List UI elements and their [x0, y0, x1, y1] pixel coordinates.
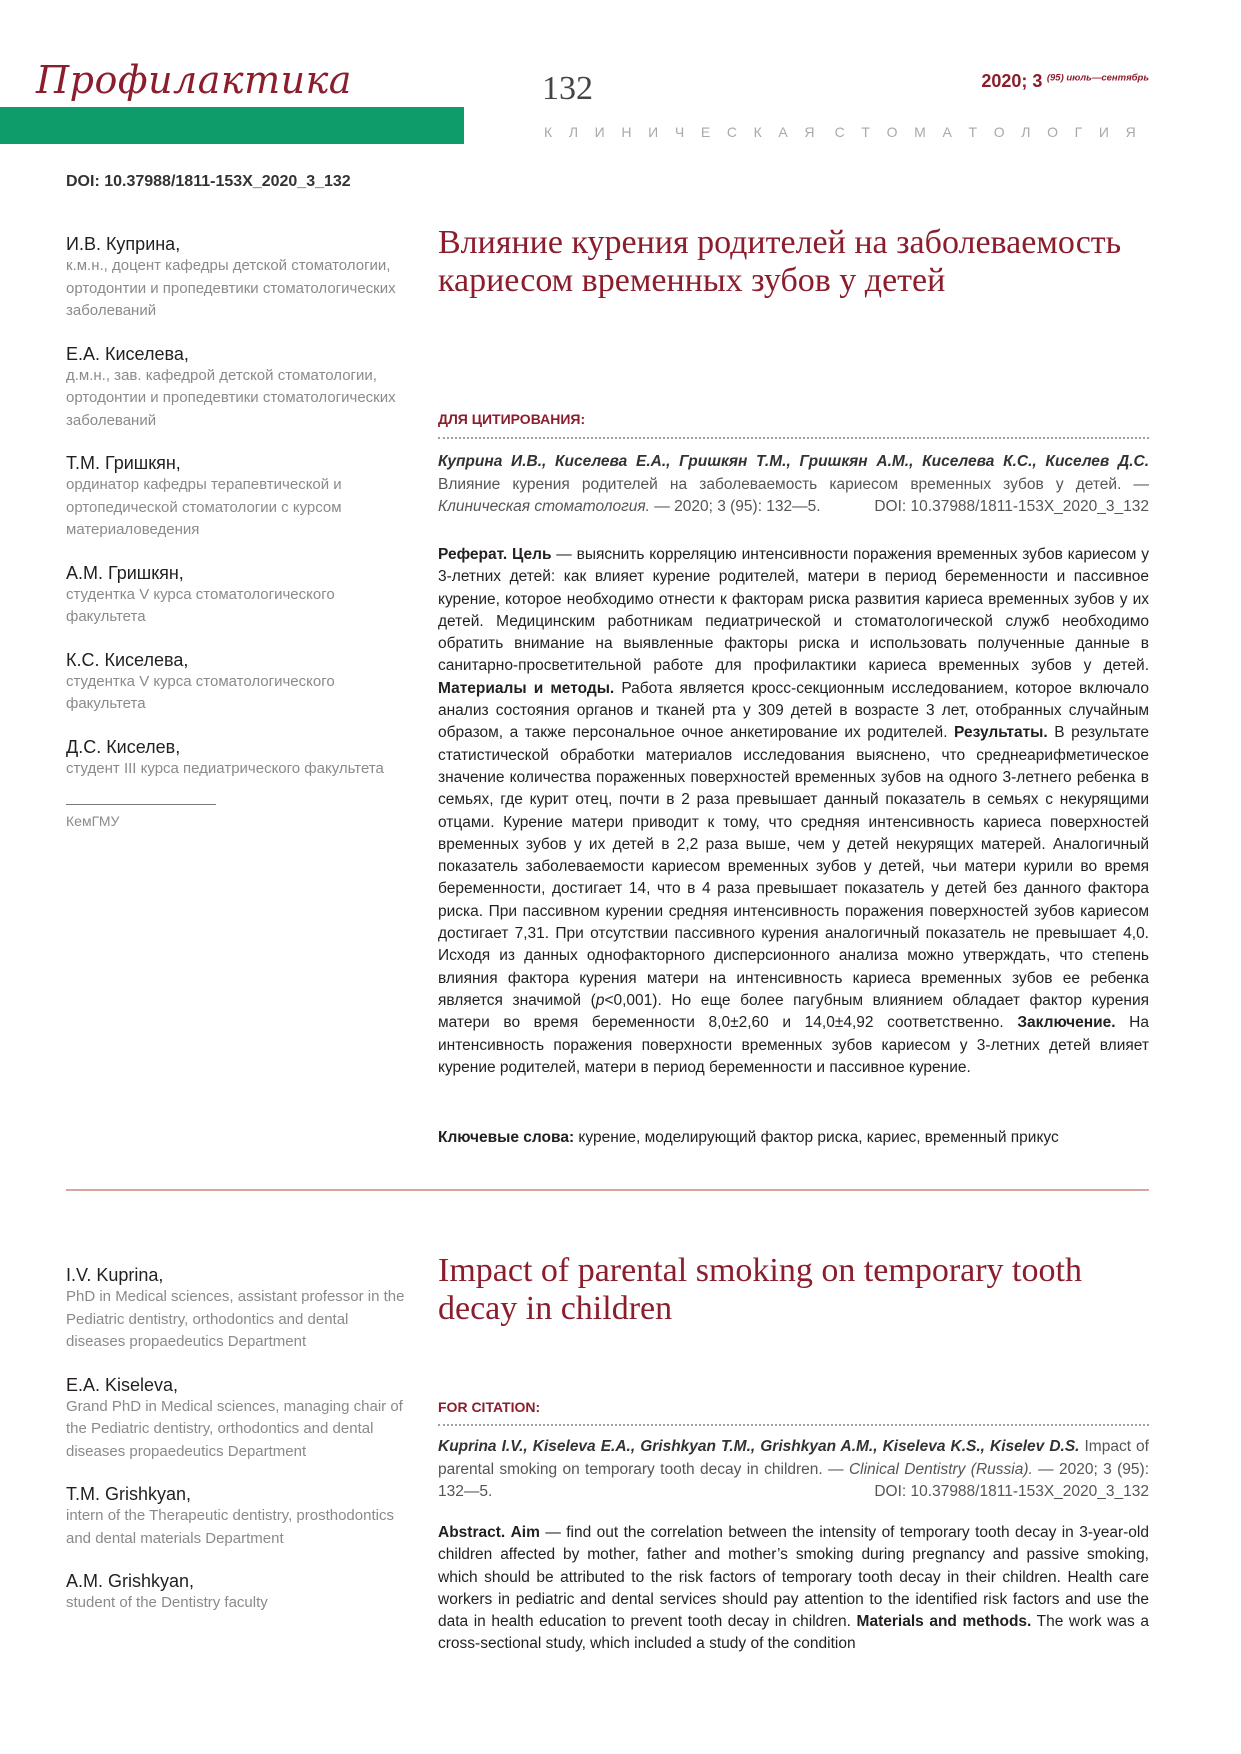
language-divider [66, 1189, 1149, 1191]
citation-doi: DOI: 10.37988/1811-153X_2020_3_132 [874, 1483, 1149, 1500]
issue-info [981, 71, 1149, 92]
keywords-text: курение, моделирующий фактор риска, кариес, временный прикус [574, 1129, 1059, 1146]
journal-name [544, 124, 1149, 140]
journal-letter: О [993, 124, 1018, 140]
journal-letter: О [1047, 124, 1072, 140]
journal-letter: Л [1021, 124, 1044, 140]
results-text-cont: <0,001). Но еще более пагубным влиянием обладает фактор курения матери во время беременности 8,0±2,60 и 14,0±4,92 соответственно. [438, 991, 1149, 1032]
authors-en [66, 1264, 411, 1635]
citation-title: Влияние курения родителей на заболеваемость кариесом временных зубов у детей. — [438, 475, 1149, 493]
article-title-en: Impact of parental smoking on temporary tooth decay in children [438, 1252, 1082, 1327]
journal-letter: К [544, 124, 566, 140]
author-name: Т.М. Гришкян, [66, 453, 181, 473]
methods-text: Работа является кросс-секционным исследованием, которое включало анализ состояния органов и тканей рта у 309 детей в возрасте 3 лет, отобранных случайным образом, а также персональное очное анкетирование их родителей. [438, 679, 1149, 742]
author-affiliation: студент III курса педиатрического факультета [66, 759, 384, 777]
citation-label-ru: ДЛЯ ЦИТИРОВАНИЯ: [438, 411, 586, 427]
author-name: T.M. Grishkyan, [66, 1484, 192, 1504]
journal-letter: И [1098, 124, 1123, 140]
p-symbol: p [595, 991, 605, 1009]
keywords-label: Ключевые слова: [438, 1129, 575, 1146]
aim-text: — выяснить корреляцию интенсивности поражения временных зубов кариесом у 3-летних детей: как влияет курение родителей, матери в период беременности и пассивное курение, которое необходимо отнести к факторам риска развития кариеса временных зубов у их детей. Медицинским работникам педиатрической и стоматологической служб необходимо обратить внимание на выявленные факторы риска и использовать полученные данные в санитарно-просветительной работе для профилактики кариеса временных зубов у детей. [438, 546, 1149, 675]
author-name: I.V. Kuprina, [66, 1265, 164, 1285]
author-name: А.М. Гришкян, [66, 562, 184, 583]
author-name: A.M. Grishkyan, [66, 1571, 195, 1591]
author-name: Д.С. Киселев, [66, 736, 181, 757]
journal-letter: С [726, 124, 751, 140]
citation-label-en: FOR CITATION: [438, 1399, 541, 1415]
journal-letter: О [886, 124, 911, 140]
journal-letter: М [914, 124, 940, 140]
methods-text: The work was a cross-sectional study, which included a study of the condition [438, 1613, 1149, 1653]
authors-ru [66, 233, 411, 829]
citation-ru [438, 451, 1149, 519]
citation-authors: Куприна И.В., Киселева Е.А., Гришкян Т.М., Гришкян А.М., Киселева К.С., Киселев Д.С. [438, 453, 1149, 470]
citation-issue: — 2020; 3 (95): 132—5. [438, 1460, 1150, 1500]
journal-letter: Н [621, 124, 645, 140]
author [66, 452, 411, 542]
author-name: И.В. Куприна, [66, 234, 181, 254]
abstract-label: Реферат. [438, 546, 508, 563]
journal-letter: Л [568, 124, 592, 140]
journal-letter: Т [968, 124, 991, 140]
journal-letter: Е [700, 124, 724, 140]
conclusion-label: Заключение. [1017, 1014, 1116, 1032]
journal-letter: Г [1074, 124, 1096, 140]
article-title-ru: Влияние курения родителей на заболеваемость кариесом временных зубов у детей [438, 224, 1122, 299]
author [66, 233, 411, 323]
author [66, 1570, 411, 1615]
author [66, 1483, 411, 1550]
author-name: К.С. Киселева, [66, 649, 189, 670]
author-affiliation: PhD in Medical sciences, assistant professor in the Pediatric dentistry, orthodontics and dental diseases propaedeutics Department [66, 1288, 405, 1350]
results-label: Результаты. [954, 724, 1048, 742]
aim-label: Цель [511, 546, 552, 563]
abstract-ru [438, 544, 1149, 1079]
author-affiliation: Grand PhD in Medical sciences, managing chair of the Pediatric dentistry, orthodontics and dental diseases propaedeutics Department [66, 1397, 403, 1460]
dotted-separator [438, 1424, 1149, 1426]
institution: КемГМУ [66, 813, 120, 829]
keywords [438, 1129, 1149, 1147]
issue-year-number: 2020; 3 [981, 71, 1043, 91]
journal-letter: И [648, 124, 672, 140]
citation-en [438, 1436, 1149, 1504]
journal-letter: А [778, 124, 801, 140]
journal-letter: И [594, 124, 618, 140]
methods-label: Материалы и методы. [438, 679, 615, 697]
methods-label: Materials and methods. [856, 1613, 1032, 1631]
author [66, 562, 411, 629]
author-name: E.A. Kiseleva, [66, 1374, 179, 1395]
journal-letter: Т [861, 124, 884, 140]
author [66, 1374, 411, 1464]
journal-letter: К [753, 124, 775, 140]
citation-issue: — 2020; 3 (95): 132—5. [654, 498, 821, 515]
journal-letter: Ч [674, 124, 698, 140]
section-color-bar [0, 107, 464, 144]
journal-letter: Я [804, 124, 828, 140]
affiliation-rule [66, 804, 216, 805]
results-text: В результате статистической обработки материалов исследования выяснено, что среднеарифметическое значение количества пораженных поверхностей временных зубов на одного 3-летнего ребенка в семьях, где курит отец, почти в 2 раза превышает данный показатель в семьях с некурящими отцами. Курение матери приводит к тому, что средняя интенсивность кариеса поверхностей временных зубов у их детей в 2,2 раза выше, чем у детей некурящих матерей. Аналогичный показатель заболеваемости кариесом временных зубов у детей, чьи матери курили во время беременности, достигает 14, что в 4 раза превышает показатель у детей без данного фактора риска. При пассивном курении средняя интенсивность поражения поверхностей зубов кариесом достигает 7,31. При отсутствии пассивного курения аналогичный показатель не превышает 4,0. Исходя из данных однофакторного дисперсионного анализа можно утверждать, что степень влияния фактора курения матери на интенсивность кариеса временных зубов ее ребенка является значимой ( [438, 724, 1149, 1009]
author [66, 343, 411, 433]
citation-doi: DOI: 10.37988/1811-153X_2020_3_132 [874, 498, 1149, 515]
aim-text: — find out the correlation between the intensity of temporary tooth decay in 3-year-old children affected by mother, father and mother’s smoking during pregnancy and passive smoking, which should be attributed to the risk factors of temporary tooth decay in their children. Health care workers in pediatric and dental services should pay attention to the identified risk factors and use the data in health education to prevent tooth decay in children. [438, 1524, 1149, 1631]
abstract-en [438, 1522, 1149, 1656]
author-affiliation: студентка V курса стоматологического факультета [66, 672, 335, 712]
author [66, 1264, 411, 1354]
author [66, 649, 411, 716]
issue-months: (95) июль—сентябрь [1046, 72, 1149, 84]
author-affiliation: д.м.н., зав. кафедрой детской стоматологии, ортодонтии и пропедевтики стоматологических заболеваний [66, 366, 396, 429]
conclusion-text: На интенсивность поражения поверхности временных зубов кариесом у 3-летних детей влияет курение родителей, матери в период беременности и пассивное курение. [438, 1014, 1149, 1076]
section-label: Профилактика [36, 58, 352, 102]
author-name: Е.А. Киселева, [66, 343, 189, 364]
dotted-separator [438, 437, 1149, 439]
author-affiliation: ординатор кафедры терапевтической и ортопедической стоматологии с курсом материаловедения [66, 476, 342, 538]
aim-label: Aim [510, 1524, 540, 1541]
citation-journal: Клиническая стоматология. [438, 498, 650, 515]
abstract-label: Abstract. [438, 1524, 506, 1541]
journal-letter: Я [1125, 124, 1149, 140]
citation-authors: Kuprina I.V., Kiseleva E.A., Grishkyan T.M., Grishkyan A.M., Kiseleva K.S., Kiselev D.S. [438, 1438, 1080, 1455]
author-affiliation: intern of the Therapeutic dentistry, prosthodontics and dental materials Department [66, 1507, 394, 1547]
doi: DOI: 10.37988/1811-153X_2020_3_132 [66, 173, 351, 190]
author-affiliation: к.м.н., доцент кафедры детской стоматологии, ортодонтии и пропедевтики стоматологических заболеваний [66, 257, 396, 319]
author-affiliation: студентка V курса стоматологического факультета [66, 585, 335, 625]
journal-letter: С [834, 124, 858, 140]
page-number: 132 [542, 70, 593, 107]
journal-letter: А [942, 124, 966, 140]
author [66, 736, 411, 781]
citation-journal: Clinical Dentistry (Russia). [848, 1460, 1033, 1478]
author-affiliation: student of the Dentistry faculty [66, 1594, 268, 1611]
citation-title: Impact of parental smoking on temporary tooth decay in children. — [438, 1438, 1149, 1478]
